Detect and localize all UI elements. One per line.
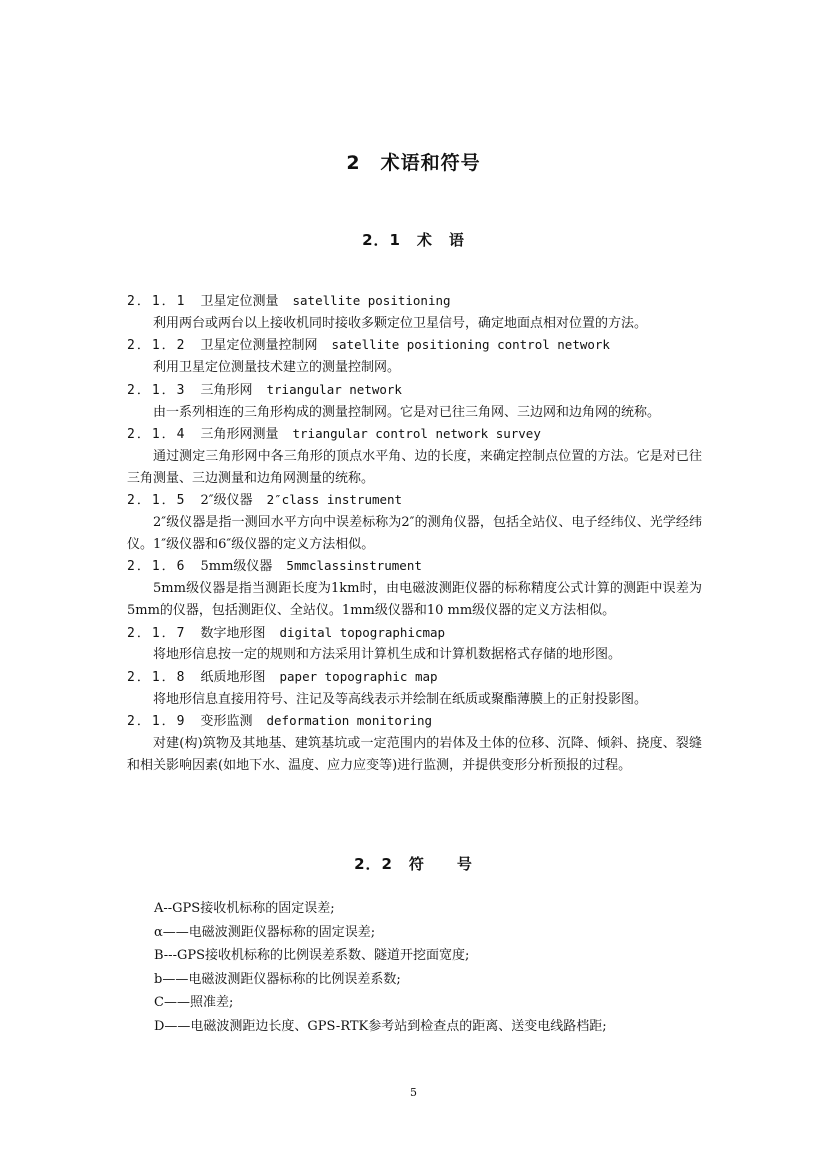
symbol-item: b——电磁波测距仪器标称的比例误差系数;: [154, 971, 401, 987]
term-number: 2．1．3: [127, 382, 187, 398]
term-name-cn: 卫星定位测量: [200, 294, 279, 309]
term-definition: 将地形信息按一定的规则和方法采用计算机生成和计算机数据格式存储的地形图。: [153, 647, 622, 663]
term-definition: 2″级仪器是指一测回水平方向中误差标称为2″的测角仪器，包括全站仪、电子经纬仪、光学经纬仪。1″级仪器和6″级仪器的定义方法相似。: [127, 515, 702, 552]
term-entry: [127, 710, 702, 776]
terms-list: [127, 290, 702, 776]
term-name-cn: 数字地形图: [200, 625, 266, 641]
term-entry: [127, 290, 702, 334]
term-definition: 利用两台或两台以上接收机同时接收多颗定位卫星信号，确定地面点相对位置的方法。: [153, 315, 648, 331]
term-name-cn: 2″级仪器: [200, 493, 253, 509]
term-name-en: paper topographic map: [279, 668, 438, 684]
term-heading: [127, 489, 702, 512]
term-heading: [127, 290, 702, 313]
term-name-en: 5mmclassinstrument: [286, 558, 422, 574]
section-symbols-title: 2．2 符 号: [354, 855, 473, 873]
term-number: 2．1．9: [127, 714, 187, 730]
term-entry: [127, 555, 702, 621]
term-name-en: satellite positioning: [292, 293, 451, 308]
term-heading: [127, 334, 702, 357]
term-name-cn: 三角形网: [200, 382, 253, 398]
term-definition: 对建(构)筑物及其地基、建筑基坑或一定范围内的岩体及土体的位移、沉降、倾斜、挠度、裂缝和相关影响因素(如地下水、温度、应力应变等)进行监测，并提供变形分析预报的过程。: [127, 736, 702, 773]
term-definition: 通过测定三角形网中各三角形的顶点水平角、边的长度，来确定控制点位置的方法。它是对已往三角测量、三边测量和边角网测量的统称。: [127, 448, 702, 486]
section-terms-title: 2．1 术 语: [362, 231, 465, 249]
term-name-en: digital topographicmap: [279, 624, 446, 640]
term-number: 2．1．6: [127, 559, 187, 575]
term-name-cn: 三角形网测量: [200, 427, 279, 443]
term-number: 2．1．8: [127, 669, 187, 685]
term-definition: 利用卫星定位测量技术建立的测量控制网。: [153, 360, 401, 376]
term-name-en: 2″class instrument: [266, 492, 403, 508]
term-definition: 5mm级仪器是指当测距长度为1km时，由电磁波测距仪器的标称精度公式计算的测距中误差为5mm的仪器，包括测距仪、全站仪。1mm级仪器和10 mm级仪器的定义方法相似。: [127, 581, 702, 618]
symbol-item: B---GPS接收机标称的比例误差系数、隧道开挖面宽度;: [154, 948, 470, 963]
symbol-item: C——照准差;: [154, 995, 234, 1010]
term-name-en: triangular control network survey: [292, 426, 541, 442]
term-number: 2．1．5: [127, 493, 187, 509]
term-name-en: triangular network: [266, 381, 402, 397]
term-heading: [127, 379, 702, 402]
symbol-item: α——电磁波测距仪器标称的固定误差;: [154, 924, 376, 940]
term-name-cn: 5mm级仪器: [200, 559, 273, 575]
term-number: 2．1．1: [127, 294, 187, 309]
term-name-cn: 变形监测: [200, 714, 253, 730]
term-heading: [127, 622, 702, 645]
term-entry: [127, 379, 702, 423]
term-name-cn: 纸质地形图: [200, 669, 266, 685]
term-number: 2．1．2: [127, 338, 187, 354]
term-heading: [127, 423, 702, 446]
term-entry: [127, 334, 702, 378]
symbol-item: D——电磁波测距边长度、GPS-RTK参考站到检查点的距离、送变电线路档距;: [154, 1018, 607, 1034]
term-name-en: deformation monitoring: [266, 713, 433, 729]
term-entry: [127, 489, 702, 555]
term-number: 2．1．7: [127, 625, 187, 641]
page-number: 5: [410, 1086, 417, 1099]
term-heading: [127, 666, 702, 689]
symbols-list: [154, 897, 714, 1038]
term-name-cn: 卫星定位测量控制网: [200, 338, 318, 354]
symbol-item: A--GPS接收机标称的固定误差;: [154, 901, 335, 916]
term-heading: [127, 710, 702, 733]
term-definition: 由一系列相连的三角形构成的测量控制网。它是对已往三角网、三边网和边角网的统称。: [153, 404, 661, 420]
term-definition: 将地形信息直接用符号、注记及等高线表示并绘制在纸质或聚酯薄膜上的正射投影图。: [153, 691, 648, 707]
term-number: 2．1．4: [127, 427, 187, 443]
term-heading: [127, 555, 702, 578]
term-entry: [127, 622, 702, 666]
term-name-en: satellite positioning control network: [331, 337, 610, 353]
term-entry: [127, 423, 702, 489]
term-entry: [127, 666, 702, 710]
chapter-title: 2 术语和符号: [346, 152, 481, 174]
